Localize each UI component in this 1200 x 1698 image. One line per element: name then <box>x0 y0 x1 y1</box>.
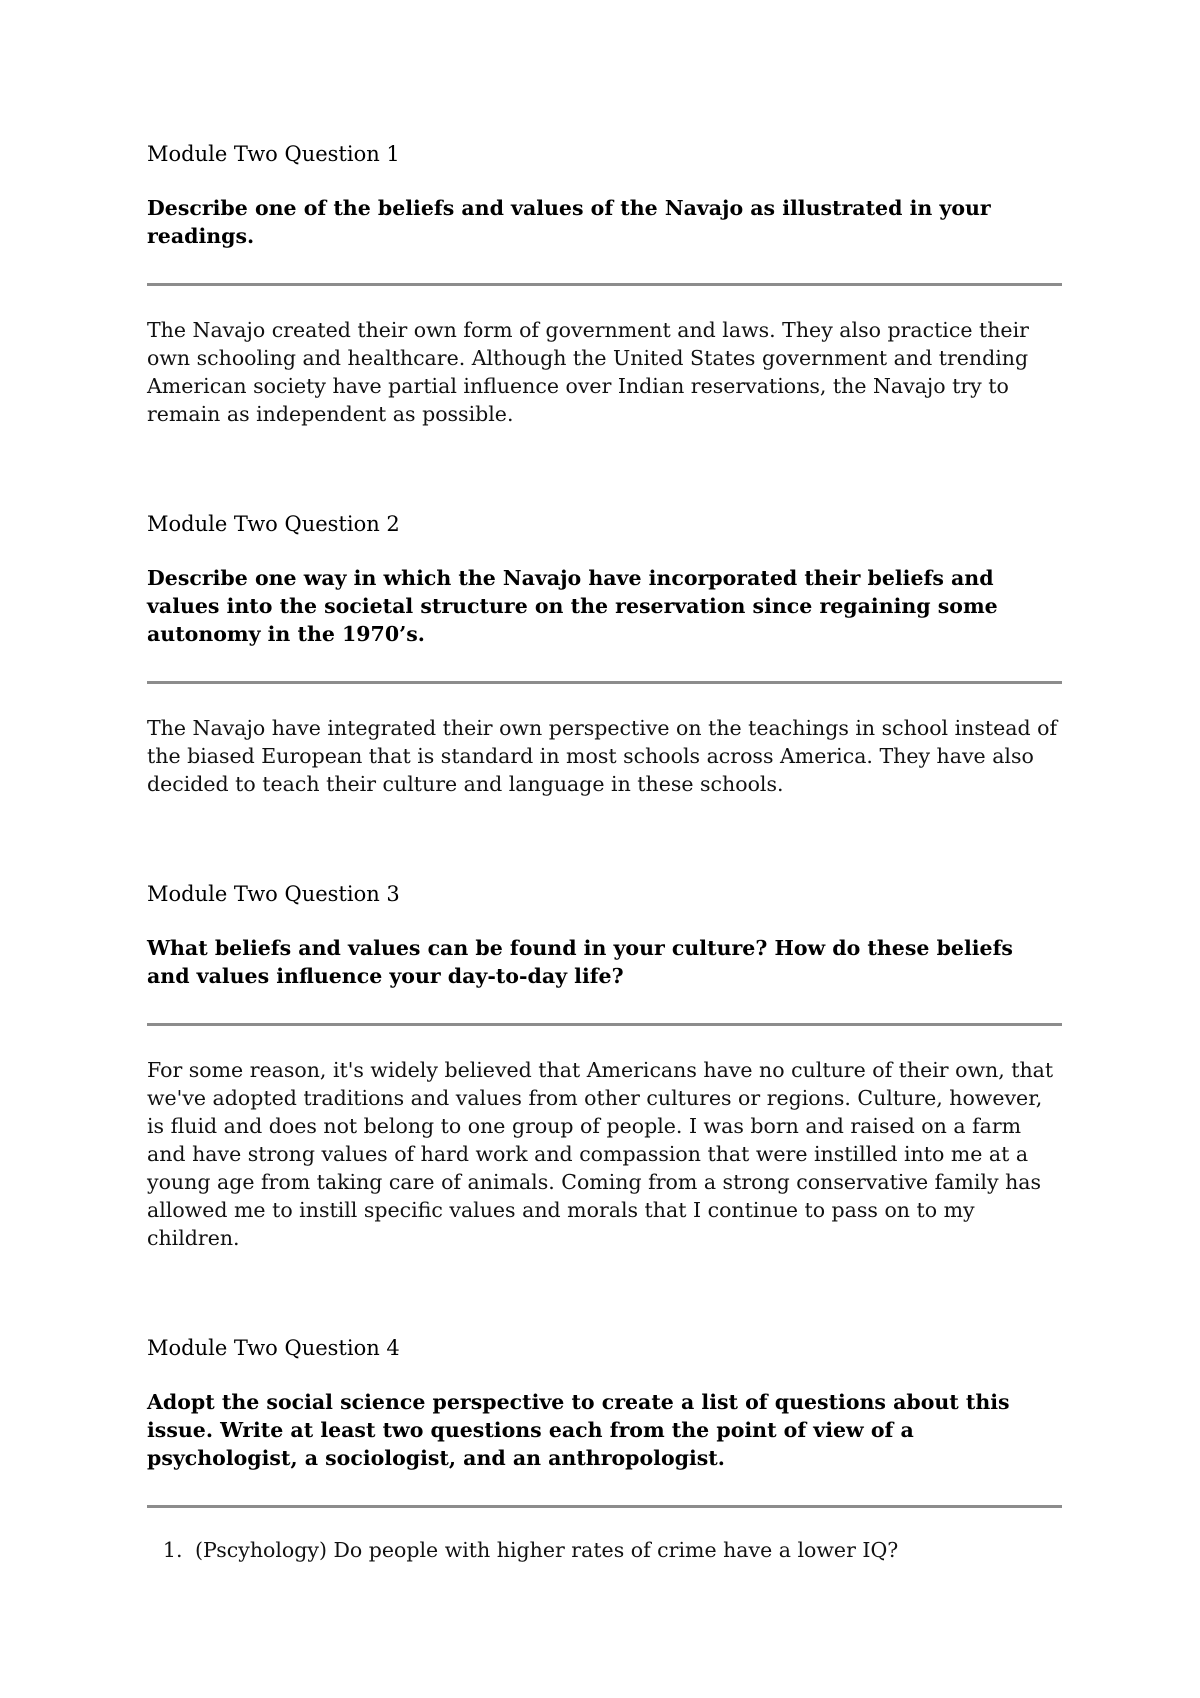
answer-text: For some reason, it's widely believed that Americans have no culture of their own, that we've adopted traditions and values from other cultures or regions. Culture, however, is fluid and does not belong to one group of people. I was born and raised on a farm and have strong values of hard work and compassion that were instilled into me at a young age from taking care of animals. Coming from a strong conservative family has allowed me to instill specific values and morals that I continue to pass on to my children. <box>147 1058 1054 1250</box>
section-4 <box>147 1334 1062 1564</box>
list-item: 1. (Pscyhology) Do people with higher rates of crime have a lower IQ? <box>189 1536 1062 1564</box>
document-content <box>147 140 1062 1564</box>
section-title: Module Two Question 3 <box>147 882 400 906</box>
horizontal-rule <box>147 1023 1062 1026</box>
section-title: Module Two Question 4 <box>147 1336 400 1360</box>
horizontal-rule <box>147 681 1062 684</box>
answer-text: The Navajo have integrated their own perspective on the teachings in school instead of the biased European that is standard in most schools across America. They have also decided to teach their culture and language in these schools. <box>147 716 1058 796</box>
answer-text: The Navajo created their own form of government and laws. They also practice their own schooling and healthcare. Although the United States government and trending American society have partial influence over Indian reservations, the Navajo try to remain as independent as possible. <box>147 318 1029 426</box>
section-title: Module Two Question 1 <box>147 142 400 166</box>
section-3 <box>147 880 1062 1252</box>
question-text: Describe one way in which the Navajo have incorporated their beliefs and values into the societal structure on the reservation since regaining some autonomy in the 1970’s. <box>147 566 998 646</box>
question-text: Describe one of the beliefs and values of the Navajo as illustrated in your readings. <box>147 196 991 248</box>
horizontal-rule <box>147 283 1062 286</box>
question-text: What beliefs and values can be found in your culture? How do these beliefs and values influence your day-to-day life? <box>147 936 1013 988</box>
section-title: Module Two Question 2 <box>147 512 400 536</box>
horizontal-rule <box>147 1505 1062 1508</box>
section-2 <box>147 510 1062 798</box>
answer-list <box>147 1536 1062 1564</box>
question-text: Adopt the social science perspective to create a list of questions about this issue. Write at least two questions each from the point of view of a psychologist, a sociologist, and an anthropologist. <box>147 1390 1010 1470</box>
section-1 <box>147 140 1062 428</box>
